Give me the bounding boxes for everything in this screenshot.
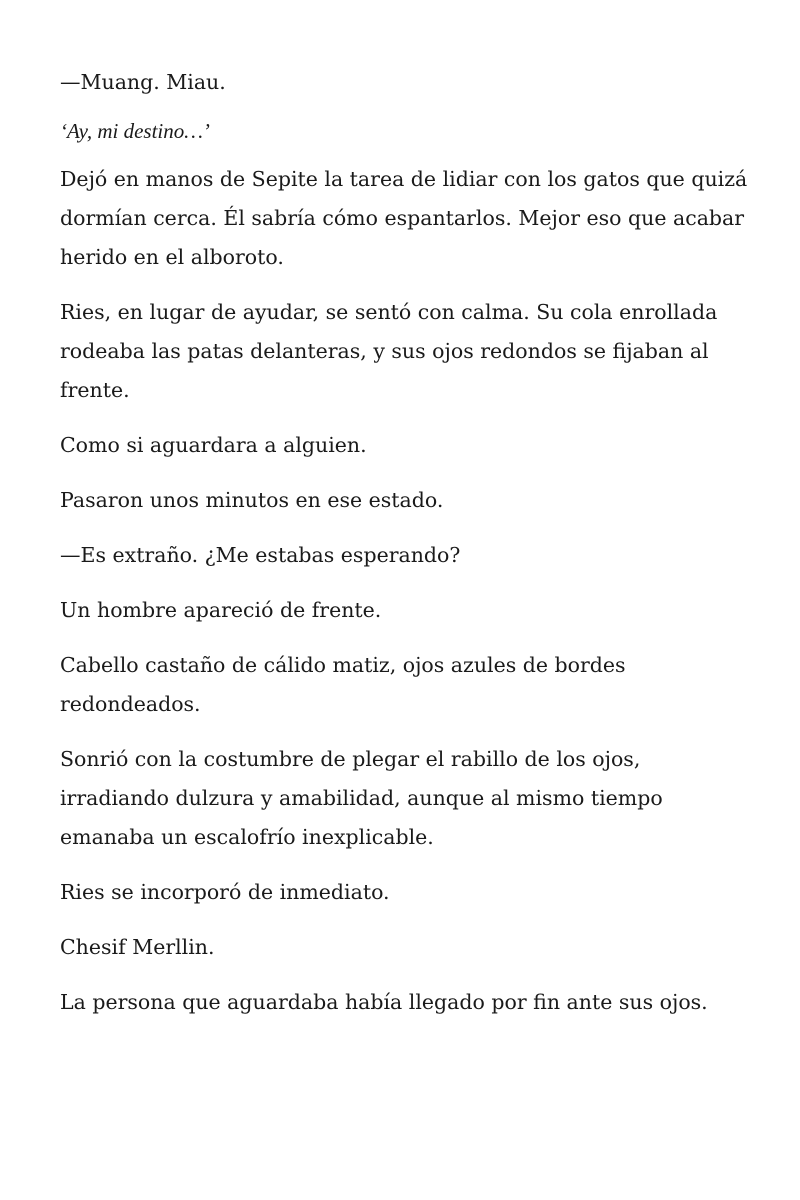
dialogue-paragraph: —Es extraño. ¿Me estabas esperando? bbox=[60, 543, 461, 567]
narrative-paragraph: Un hombre apareció de frente. bbox=[60, 598, 382, 622]
narrative-paragraph: Ries, en lugar de ayudar, se sentó con calma. Su cola enrollada rodeaba las patas delanteras, y sus ojos redondos se fijaban al frente. bbox=[60, 300, 718, 402]
narrative-paragraph: Dejó en manos de Sepite la tarea de lidiar con los gatos que quizá dormían cerca. Él sabría cómo espantarlos. Mejor eso que acabar herido en el alboroto. bbox=[60, 167, 748, 269]
page-body bbox=[60, 63, 750, 1038]
narrative-paragraph: Sonrió con la costumbre de plegar el rabillo de los ojos, irradiando dulzura y amabilidad, aunque al mismo tiempo emanaba un escalofrío inexplicable. bbox=[60, 747, 663, 849]
dialogue-paragraph: —Muang. Miau. bbox=[60, 70, 226, 94]
narrative-paragraph: Ries se incorporó de inmediato. bbox=[60, 880, 390, 904]
narrative-paragraph: Como si aguardara a alguien. bbox=[60, 433, 367, 457]
narrative-paragraph: Pasaron unos minutos en ese estado. bbox=[60, 488, 444, 512]
narrative-paragraph: Cabello castaño de cálido matiz, ojos azules de bordes redondeados. bbox=[60, 653, 626, 716]
narrative-paragraph: Chesif Merllin. bbox=[60, 935, 215, 959]
italic-thought: ‘Ay, mi destino…’ bbox=[60, 119, 210, 143]
narrative-paragraph: La persona que aguardaba había llegado por fin ante sus ojos. bbox=[60, 990, 708, 1014]
